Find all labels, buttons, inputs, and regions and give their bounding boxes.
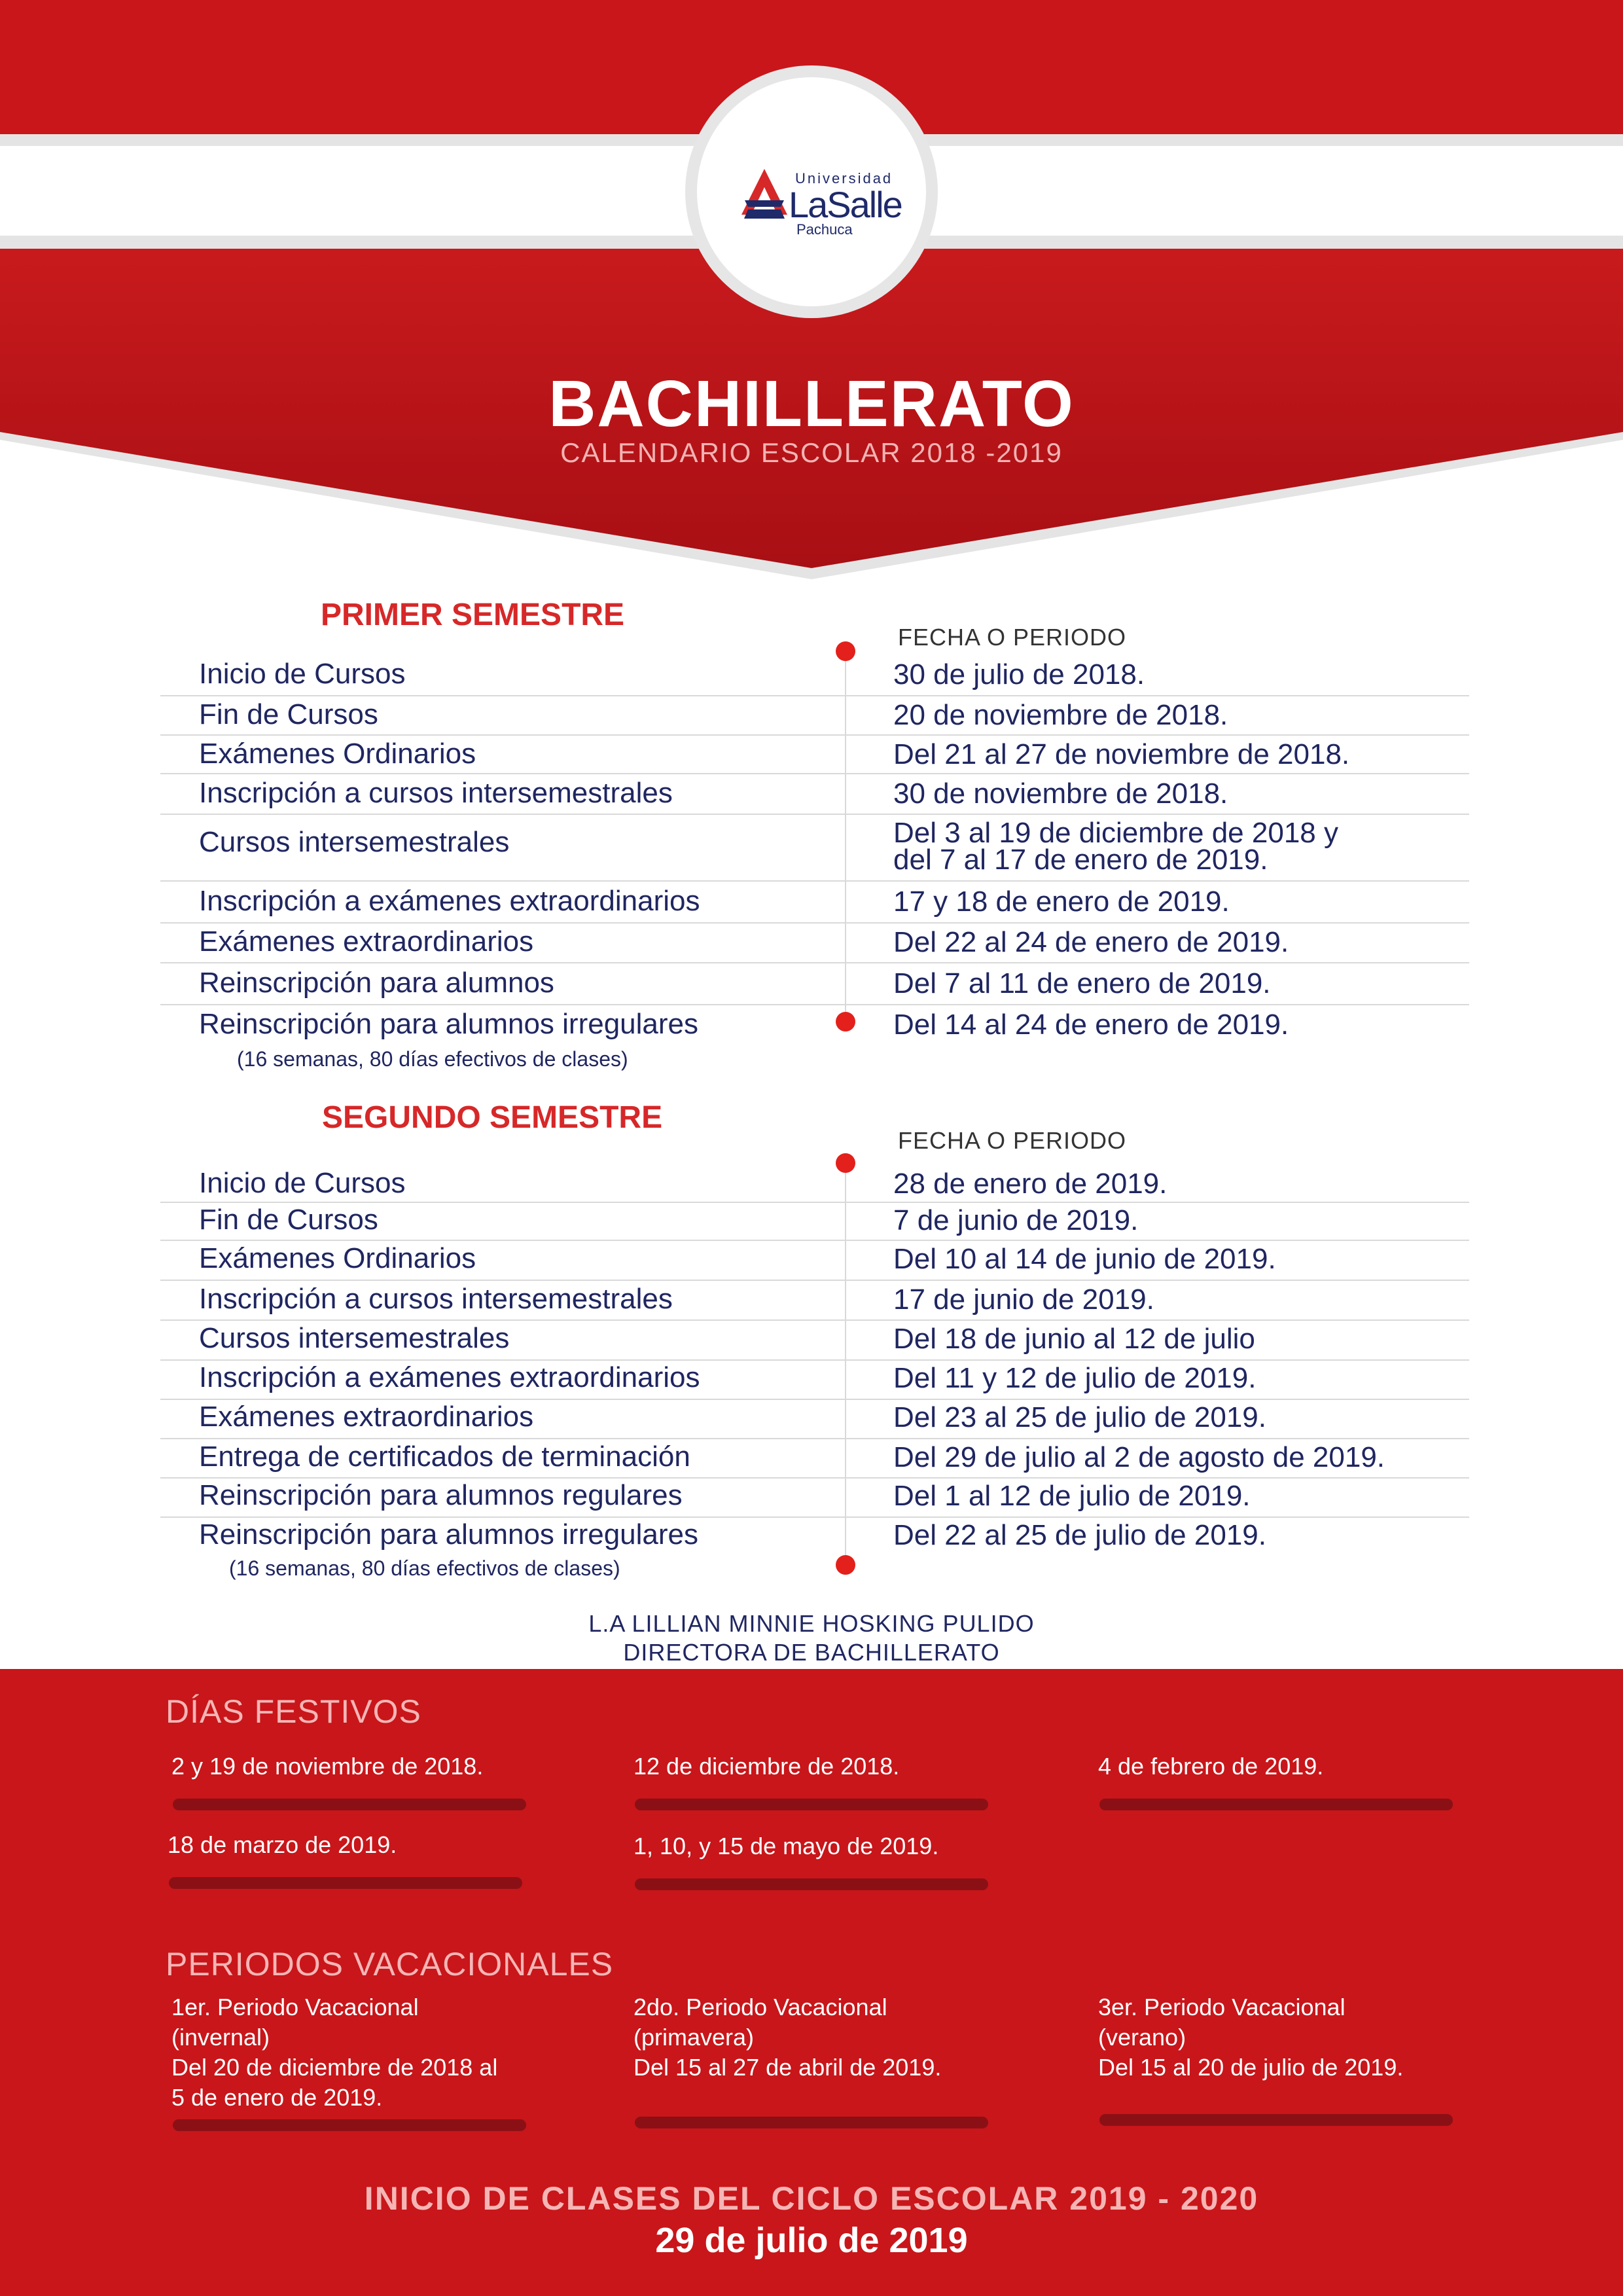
second-row-label: Fin de Cursos xyxy=(199,1204,378,1236)
first-semester-divider xyxy=(845,651,846,1022)
page-title: BACHILLERATO xyxy=(548,367,1075,440)
next-cycle-heading: INICIO DE CLASES DEL CICLO ESCOLAR 2019 - 2020 xyxy=(364,2180,1259,2217)
vacation-type: (primavera) xyxy=(633,2024,755,2051)
vacations-heading: PERIODOS VACACIONALES xyxy=(166,1946,614,1982)
second-row-label: Inscripción a exámenes extraordinarios xyxy=(199,1361,700,1393)
holiday-item: 4 de febrero de 2019. xyxy=(1098,1753,1324,1780)
first-row-label: Exámenes extraordinarios xyxy=(199,925,534,958)
row-divider xyxy=(160,962,1469,963)
holiday-bar xyxy=(169,1877,522,1889)
vacation-type: (verano) xyxy=(1098,2024,1186,2051)
first-semester-heading: PRIMER SEMESTRE xyxy=(321,598,625,632)
second-row-date: Del 29 de julio al 2 de agosto de 2019. xyxy=(893,1441,1385,1473)
second-semester-note: (16 semanas, 80 días efectivos de clases) xyxy=(229,1556,620,1580)
first-row-label: Inscripción a cursos intersemestrales xyxy=(199,777,673,809)
vacation-type: (invernal) xyxy=(171,2024,270,2051)
first-row-date: Del 3 al 19 de diciembre de 2018 y xyxy=(893,817,1338,849)
first-semester-note: (16 semanas, 80 días efectivos de clases) xyxy=(237,1047,628,1071)
row-divider xyxy=(160,880,1469,882)
second-row-label: Reinscripción para alumnos irregulares xyxy=(199,1518,699,1551)
logo-text-pachuca: Pachuca xyxy=(796,221,853,238)
second-semester-divider xyxy=(845,1165,846,1566)
second-row-date: Del 10 al 14 de junio de 2019. xyxy=(893,1243,1276,1275)
second-row-date: Del 22 al 25 de julio de 2019. xyxy=(893,1519,1266,1551)
vacation-bar xyxy=(635,2117,988,2128)
second-row-label: Reinscripción para alumnos regulares xyxy=(199,1479,683,1511)
vacation-dates-continued: 5 de enero de 2019. xyxy=(171,2084,383,2111)
holiday-item: 2 y 19 de noviembre de 2018. xyxy=(171,1753,484,1780)
holiday-bar xyxy=(173,1799,526,1810)
next-cycle-date: 29 de julio de 2019 xyxy=(655,2221,968,2260)
first-row-label: Reinscripción para alumnos xyxy=(199,967,554,999)
first-row-date: Del 14 al 24 de enero de 2019. xyxy=(893,1009,1289,1041)
vacation-dates: Del 15 al 20 de julio de 2019. xyxy=(1098,2054,1404,2081)
first-semester-column-heading: FECHA O PERIODO xyxy=(898,624,1127,651)
holiday-bar xyxy=(635,1878,988,1890)
first-row-date: Del 22 al 24 de enero de 2019. xyxy=(893,926,1289,958)
vacation-title: 3er. Periodo Vacacional xyxy=(1098,1994,1346,2020)
vacation-bar xyxy=(1099,2114,1453,2126)
second-row-label: Exámenes extraordinarios xyxy=(199,1401,534,1433)
row-divider xyxy=(160,1359,1469,1361)
first-row-date: 17 y 18 de enero de 2019. xyxy=(893,886,1230,918)
director-name: L.A LILLIAN MINNIE HOSKING PULIDO xyxy=(588,1610,1035,1637)
row-divider xyxy=(160,1516,1469,1518)
vacation-title: 1er. Periodo Vacacional xyxy=(171,1994,419,2020)
footer-panel xyxy=(0,1669,1623,2296)
first-row-date: 30 de julio de 2018. xyxy=(893,658,1145,691)
holiday-item: 1, 10, y 15 de mayo de 2019. xyxy=(633,1833,939,1859)
second-row-date: Del 11 y 12 de julio de 2019. xyxy=(893,1362,1257,1394)
second-row-date: Del 23 al 25 de julio de 2019. xyxy=(893,1401,1266,1433)
second-semester-column-heading: FECHA O PERIODO xyxy=(898,1127,1127,1154)
first-row-date: Del 7 al 11 de enero de 2019. xyxy=(893,967,1271,999)
holiday-item: 18 de marzo de 2019. xyxy=(168,1831,397,1858)
first-row-label: Fin de Cursos xyxy=(199,698,378,730)
timeline-end-dot xyxy=(836,1012,855,1031)
first-row-label: Inicio de Cursos xyxy=(199,658,406,690)
first-row-label: Reinscripción para alumnos irregulares xyxy=(199,1008,699,1040)
logo-text-lasalle: LaSalle xyxy=(789,184,902,225)
row-divider xyxy=(160,1004,1469,1005)
second-row-date: Del 1 al 12 de julio de 2019. xyxy=(893,1480,1251,1512)
holidays-heading: DÍAS FESTIVOS xyxy=(166,1693,421,1730)
second-row-label: Cursos intersemestrales xyxy=(199,1322,510,1354)
first-row-label: Cursos intersemestrales xyxy=(199,826,510,858)
vacation-item-1 xyxy=(171,1992,497,2113)
row-divider xyxy=(160,695,1469,696)
row-divider xyxy=(160,922,1469,924)
first-row-date: 20 de noviembre de 2018. xyxy=(893,699,1228,731)
timeline-end-dot xyxy=(836,1555,855,1575)
first-row-label: Inscripción a exámenes extraordinarios xyxy=(199,885,700,917)
vacation-dates: Del 20 de diciembre de 2018 al xyxy=(171,2054,498,2081)
director-role: DIRECTORA DE BACHILLERATO xyxy=(623,1639,1000,1666)
row-divider xyxy=(160,1202,1469,1203)
first-row-date: 30 de noviembre de 2018. xyxy=(893,778,1228,810)
row-divider xyxy=(160,1438,1469,1439)
second-semester-heading: SEGUNDO SEMESTRE xyxy=(322,1100,663,1135)
logo-badge xyxy=(685,65,938,318)
vacation-bar xyxy=(173,2119,526,2131)
row-divider xyxy=(160,1399,1469,1400)
row-divider xyxy=(160,773,1469,774)
row-divider xyxy=(160,814,1469,815)
timeline-start-dot xyxy=(836,1153,855,1173)
second-row-date: 17 de junio de 2019. xyxy=(893,1283,1154,1316)
holiday-item: 12 de diciembre de 2018. xyxy=(633,1753,900,1780)
row-divider xyxy=(160,734,1469,736)
first-row-label: Exámenes Ordinarios xyxy=(199,738,476,770)
row-divider xyxy=(160,1477,1469,1479)
timeline-start-dot xyxy=(836,641,855,661)
holiday-bar xyxy=(1099,1799,1453,1810)
second-row-label: Exámenes Ordinarios xyxy=(199,1242,476,1274)
first-row-date: Del 21 al 27 de noviembre de 2018. xyxy=(893,738,1350,770)
page-subtitle: CALENDARIO ESCOLAR 2018 -2019 xyxy=(560,437,1063,468)
second-row-date: 7 de junio de 2019. xyxy=(893,1204,1139,1236)
row-divider xyxy=(160,1240,1469,1241)
first-row-date-continued: del 7 al 17 de enero de 2019. xyxy=(893,844,1268,876)
second-row-label: Inscripción a cursos intersemestrales xyxy=(199,1283,673,1315)
holiday-bar xyxy=(635,1799,988,1810)
vacation-item-3 xyxy=(1098,1992,1403,2083)
vacation-title: 2do. Periodo Vacacional xyxy=(633,1994,887,2020)
row-divider xyxy=(160,1319,1469,1321)
second-row-label: Inicio de Cursos xyxy=(199,1167,406,1199)
vacation-dates: Del 15 al 27 de abril de 2019. xyxy=(633,2054,942,2081)
second-row-date: 28 de enero de 2019. xyxy=(893,1168,1168,1200)
vacation-item-2 xyxy=(633,1992,941,2083)
row-divider xyxy=(160,1280,1469,1281)
lasalle-logo-icon xyxy=(741,169,787,221)
logo-circle xyxy=(697,77,926,306)
second-row-label: Entrega de certificados de terminación xyxy=(199,1441,690,1473)
logo-text-universidad: Universidad xyxy=(795,170,893,187)
second-row-date: Del 18 de junio al 12 de julio xyxy=(893,1323,1255,1355)
